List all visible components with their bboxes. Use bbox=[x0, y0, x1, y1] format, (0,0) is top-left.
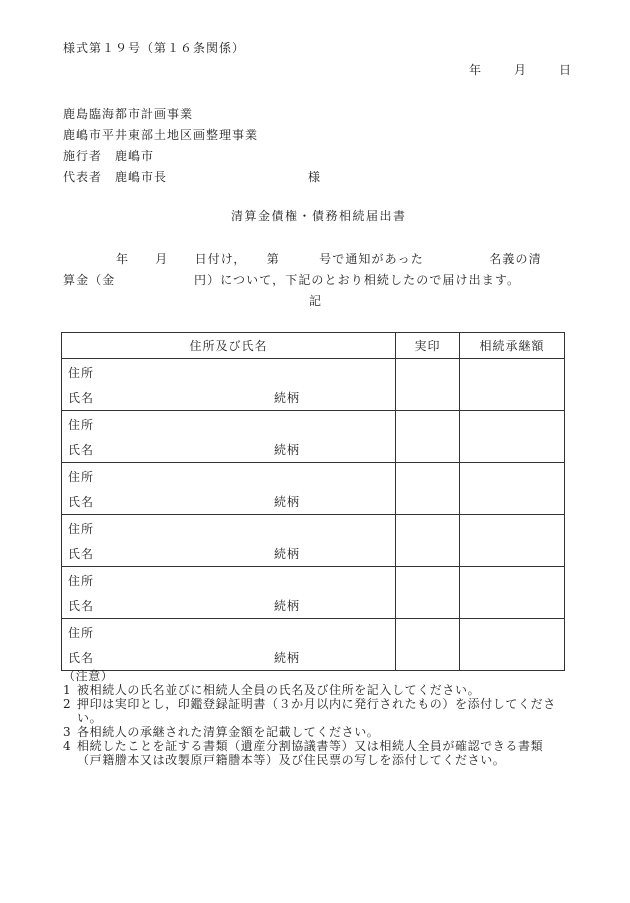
heir-address-name-cell[interactable] bbox=[62, 463, 396, 515]
relation-label: 続柄 bbox=[274, 443, 301, 457]
project-name-line1: 鹿島臨海都市計画事業 bbox=[63, 107, 194, 121]
name-label: 氏名 bbox=[68, 443, 95, 457]
heir-amount-cell[interactable] bbox=[460, 619, 565, 671]
table-row bbox=[62, 619, 565, 671]
note-item bbox=[63, 683, 568, 697]
name-label: 氏名 bbox=[68, 599, 95, 613]
address-label: 住所 bbox=[68, 366, 95, 380]
heir-seal-cell[interactable] bbox=[396, 619, 460, 671]
heir-address-name-cell[interactable] bbox=[62, 567, 396, 619]
heir-seal-cell[interactable] bbox=[396, 515, 460, 567]
note-text: 相続したことを証する書類（遺産分割協議書等）又は相続人全員が確認できる書類（戸籍謄本又は改製原戸籍謄本等）及び住民票の写しを添付してください。 bbox=[77, 739, 544, 767]
table-header-row bbox=[62, 333, 565, 359]
note-text: 押印は実印とし，印鑑登録証明書（３か月以内に発行されたもの）を添付してください。 bbox=[77, 697, 556, 725]
relation-label: 続柄 bbox=[274, 547, 301, 561]
date-line: 年 月 日 bbox=[469, 63, 575, 77]
heir-address-name-cell[interactable] bbox=[62, 619, 396, 671]
address-label: 住所 bbox=[68, 574, 95, 588]
heir-address-name-cell[interactable] bbox=[62, 359, 396, 411]
table-row bbox=[62, 463, 565, 515]
heir-amount-cell[interactable] bbox=[460, 515, 565, 567]
heir-seal-cell[interactable] bbox=[396, 463, 460, 515]
notes-section bbox=[63, 669, 568, 767]
heir-seal-cell[interactable] bbox=[396, 411, 460, 463]
heir-address-name-cell[interactable] bbox=[62, 411, 396, 463]
honorific: 様 bbox=[308, 170, 322, 184]
note-text: 被相続人の氏名並びに相続人全員の氏名及び住所を記入してください。 bbox=[77, 683, 481, 697]
relation-label: 続柄 bbox=[274, 599, 301, 613]
table-row bbox=[62, 359, 565, 411]
heir-amount-cell[interactable] bbox=[460, 463, 565, 515]
note-number: 2 bbox=[63, 697, 72, 711]
address-label: 住所 bbox=[68, 626, 95, 640]
address-label: 住所 bbox=[68, 522, 95, 536]
heir-address-name-cell[interactable] bbox=[62, 515, 396, 567]
address-label: 住所 bbox=[68, 418, 95, 432]
header-amount: 相続承継額 bbox=[460, 333, 565, 359]
ki-marker: 記 bbox=[309, 294, 323, 308]
form-number: 様式第１９号（第１６条関係） bbox=[63, 41, 246, 55]
note-number: 3 bbox=[63, 725, 72, 739]
header-seal: 実印 bbox=[396, 333, 460, 359]
executor-line: 施行者 鹿嶋市 bbox=[63, 149, 155, 163]
note-number: 4 bbox=[63, 739, 72, 753]
header-address-name: 住所及び氏名 bbox=[62, 333, 396, 359]
document-title: 清算金債権・債務相続届出書 bbox=[231, 209, 407, 223]
heir-amount-cell[interactable] bbox=[460, 359, 565, 411]
note-item bbox=[63, 697, 568, 725]
name-label: 氏名 bbox=[68, 651, 95, 665]
note-item bbox=[63, 725, 568, 739]
heir-amount-cell[interactable] bbox=[460, 411, 565, 463]
note-item bbox=[63, 739, 568, 767]
notes-heading: （注意） bbox=[63, 669, 114, 683]
project-name-line2: 鹿嶋市平井東部土地区画整理事業 bbox=[63, 128, 259, 142]
table-row bbox=[62, 567, 565, 619]
relation-label: 続柄 bbox=[274, 651, 301, 665]
relation-label: 続柄 bbox=[274, 391, 301, 405]
note-text: 各相続人の承継された清算金額を記載してください。 bbox=[77, 725, 380, 739]
name-label: 氏名 bbox=[68, 495, 95, 509]
inheritance-table bbox=[61, 332, 565, 671]
table-row bbox=[62, 411, 565, 463]
name-label: 氏名 bbox=[68, 547, 95, 561]
relation-label: 続柄 bbox=[274, 495, 301, 509]
name-label: 氏名 bbox=[68, 391, 95, 405]
body-line-2: 算金（金 円）について，下記のとおり相続したので届け出ます。 bbox=[63, 273, 521, 287]
address-label: 住所 bbox=[68, 470, 95, 484]
note-number: 1 bbox=[63, 683, 72, 697]
heir-amount-cell[interactable] bbox=[460, 567, 565, 619]
table-row bbox=[62, 515, 565, 567]
heir-seal-cell[interactable] bbox=[396, 359, 460, 411]
heir-seal-cell[interactable] bbox=[396, 567, 460, 619]
representative-line: 代表者 鹿嶋市長 bbox=[63, 170, 168, 184]
body-line-1: 年 月 日付け， 第 号で通知があった 名義の清 bbox=[116, 252, 542, 266]
